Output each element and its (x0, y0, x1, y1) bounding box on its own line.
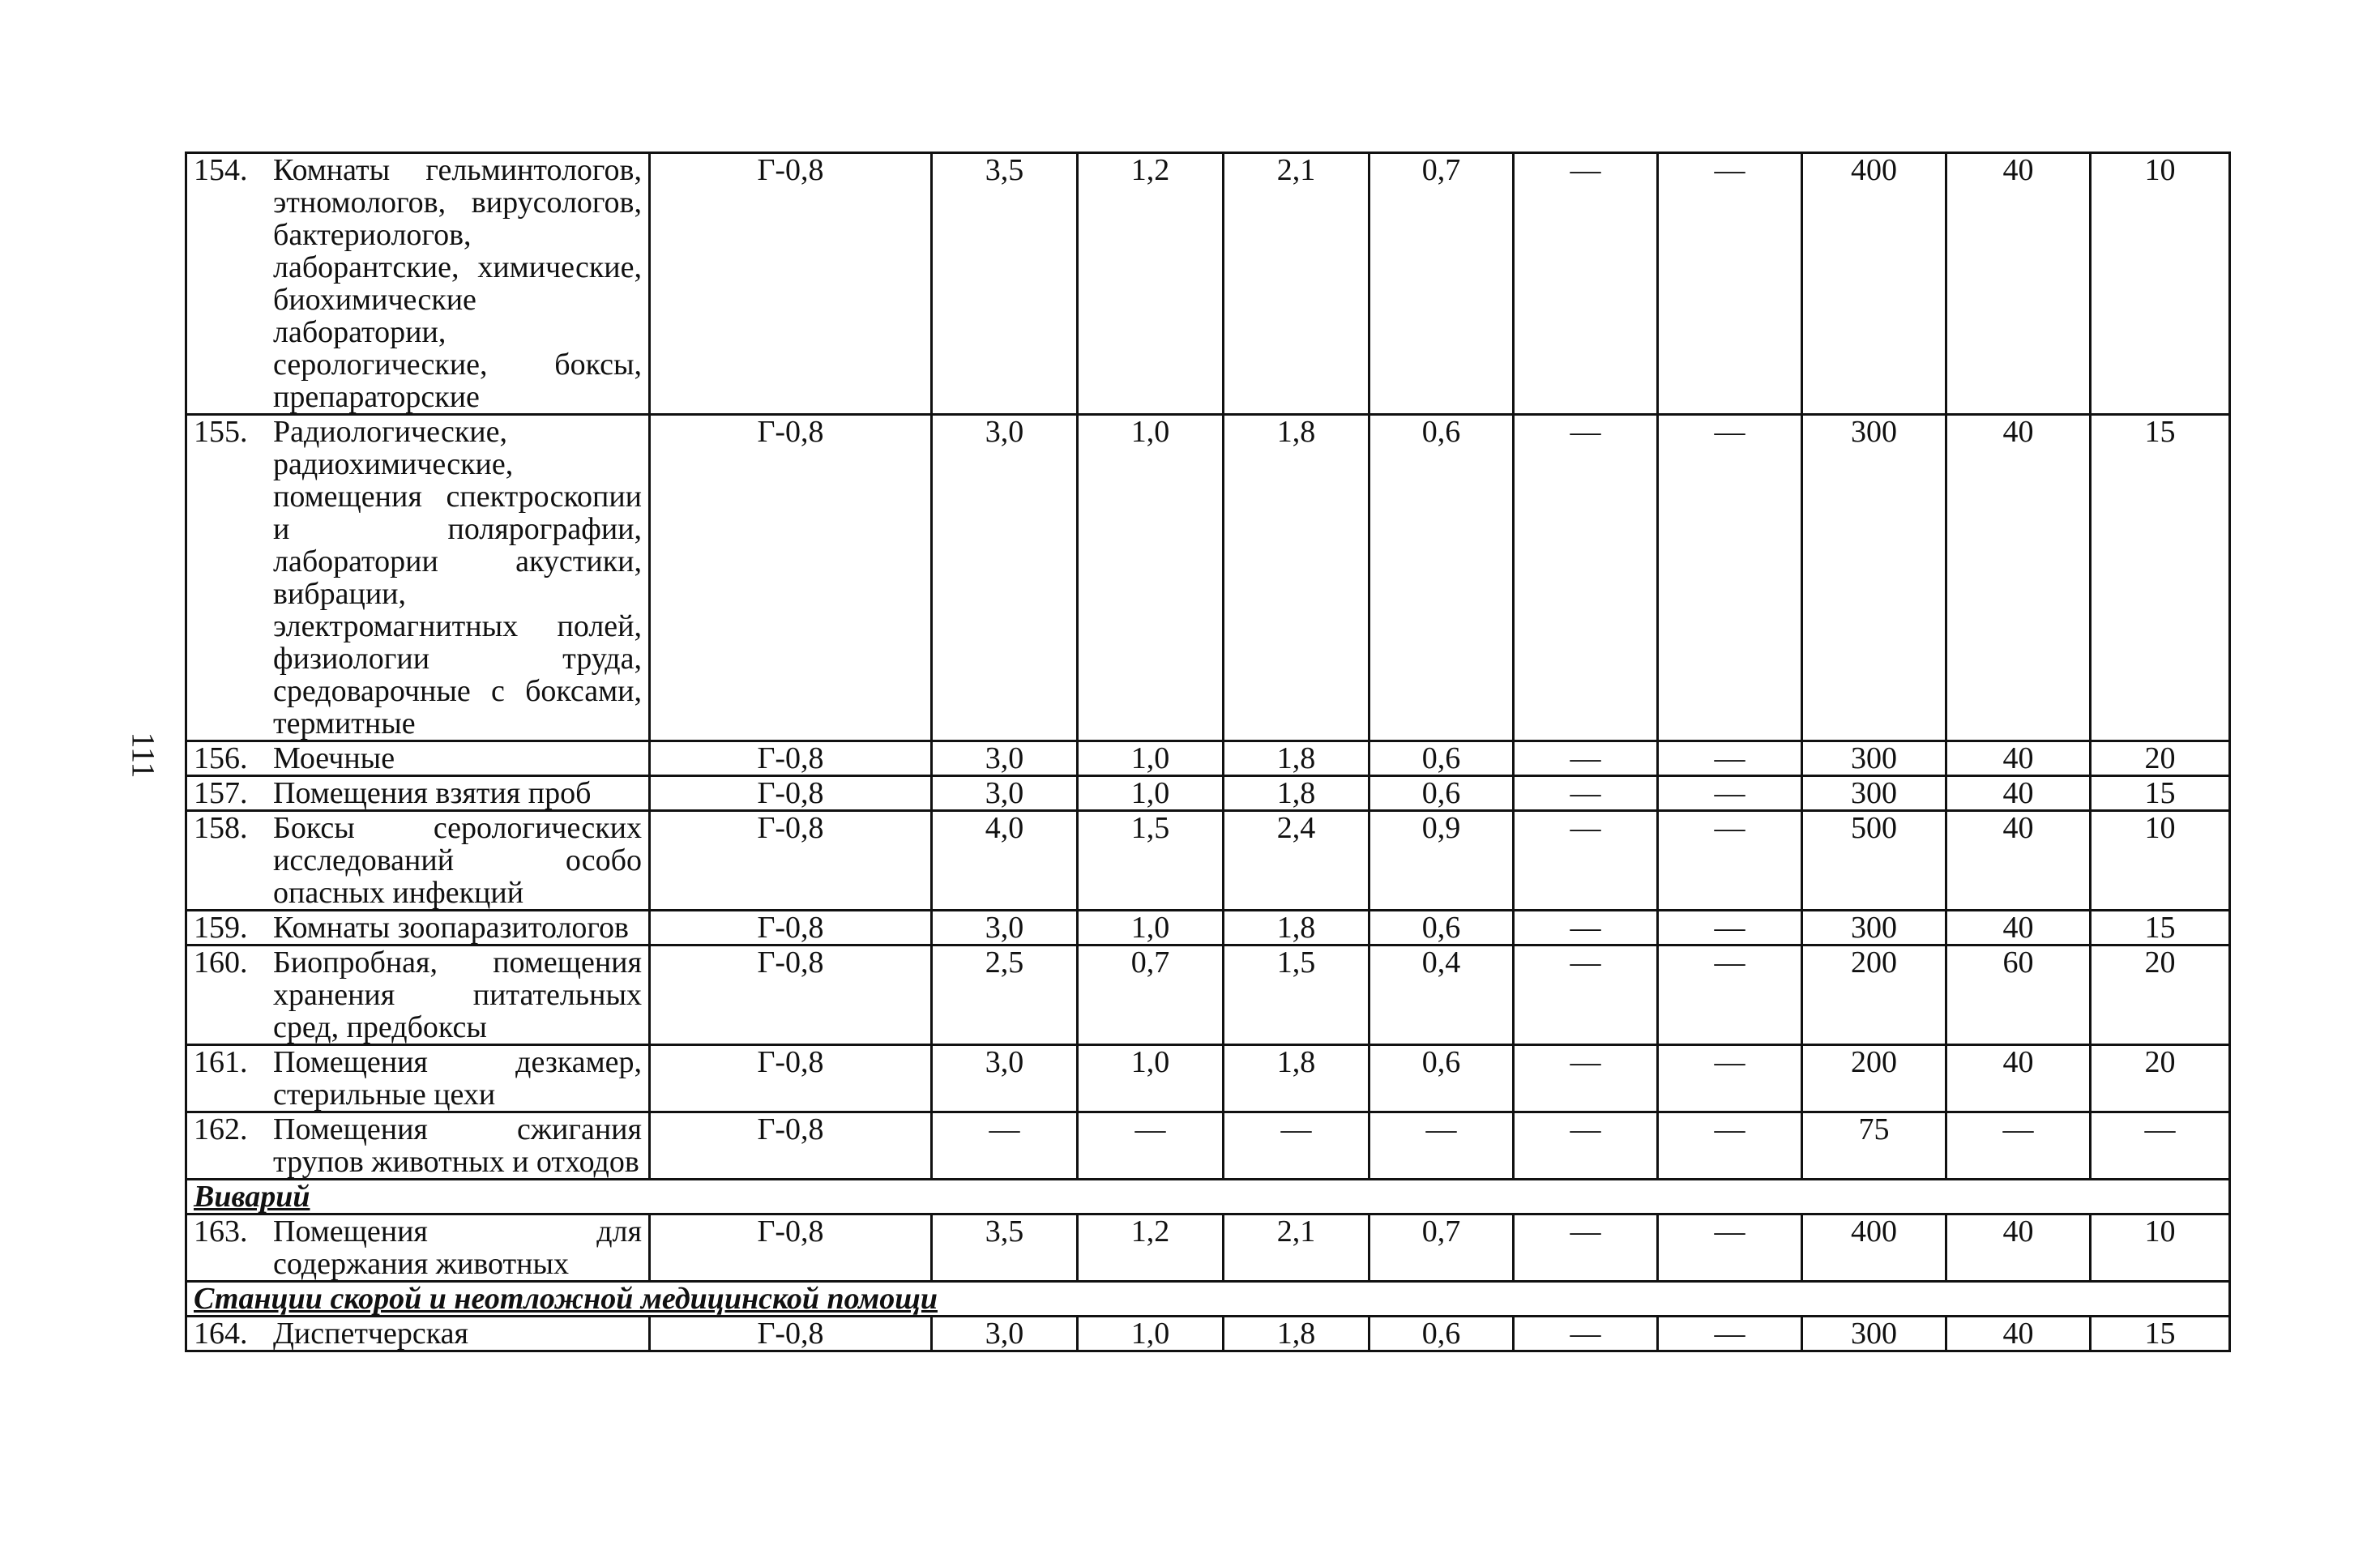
value-cell: 1,0 (1078, 741, 1224, 776)
value-cell: Г-0,8 (650, 1214, 932, 1282)
row-number: 156. (194, 741, 248, 775)
room-name: Комнаты гельминтологов, этномологов, вирусологов, бактериологов, лаборантские, химические, биохимические лаборатории, серологические, боксы, препараторские (273, 153, 642, 414)
table-row (186, 741, 2230, 776)
value-cell: 2,5 (932, 946, 1078, 1045)
value-cell: 3,0 (932, 1045, 1078, 1112)
value-cell: 3,5 (932, 1214, 1078, 1282)
room-cell (186, 1112, 650, 1180)
value-cell: 1,8 (1224, 1317, 1369, 1351)
value-cell: 200 (1802, 946, 1946, 1045)
value-cell: — (1514, 1045, 1658, 1112)
section-row (186, 1180, 2230, 1214)
value-cell: Г-0,8 (650, 1317, 932, 1351)
row-number: 160. (194, 946, 248, 980)
value-cell: 40 (1946, 776, 2091, 811)
value-cell: — (1514, 415, 1658, 741)
value-cell: 0,6 (1369, 776, 1514, 811)
value-cell: 300 (1802, 741, 1946, 776)
value-cell: 75 (1802, 1112, 1946, 1180)
room-cell (186, 911, 650, 946)
value-cell: 400 (1802, 1214, 1946, 1282)
value-cell: 0,6 (1369, 911, 1514, 946)
room-cell (186, 1317, 650, 1351)
room-cell (186, 776, 650, 811)
value-cell: Г-0,8 (650, 153, 932, 415)
value-cell: — (1658, 1112, 1802, 1180)
value-cell: 1,5 (1224, 946, 1369, 1045)
value-cell: 40 (1946, 415, 2091, 741)
row-number: 159. (194, 911, 248, 945)
value-cell: 40 (1946, 153, 2091, 415)
value-cell: 20 (2091, 741, 2230, 776)
value-cell: 20 (2091, 946, 2230, 1045)
value-cell: 0,7 (1369, 153, 1514, 415)
lighting-norms-table (185, 152, 2231, 1352)
value-cell: — (1514, 811, 1658, 911)
row-number: 161. (194, 1045, 248, 1079)
row-number: 154. (194, 153, 248, 187)
value-cell: 15 (2091, 776, 2230, 811)
page-number: 111 (125, 732, 162, 779)
value-cell: 300 (1802, 1317, 1946, 1351)
value-cell: Г-0,8 (650, 415, 932, 741)
table-row (186, 415, 2230, 741)
value-cell: 300 (1802, 776, 1946, 811)
value-cell: — (1658, 811, 1802, 911)
value-cell: 4,0 (932, 811, 1078, 911)
value-cell: 200 (1802, 1045, 1946, 1112)
value-cell: 1,0 (1078, 776, 1224, 811)
room-name: Боксы серологических исследований особо опасных инфекций (273, 811, 642, 910)
value-cell: 300 (1802, 911, 1946, 946)
value-cell: 3,5 (932, 153, 1078, 415)
value-cell: 10 (2091, 153, 2230, 415)
room-cell (186, 1214, 650, 1282)
value-cell: — (1658, 1317, 1802, 1351)
value-cell: 3,0 (932, 911, 1078, 946)
row-number: 162. (194, 1112, 248, 1146)
value-cell: Г-0,8 (650, 1045, 932, 1112)
value-cell: Г-0,8 (650, 776, 932, 811)
value-cell: — (1514, 1214, 1658, 1282)
room-name: Моечные (273, 741, 395, 775)
room-name: Помещения сжигания трупов животных и отходов (273, 1112, 642, 1179)
value-cell: 1,0 (1078, 1317, 1224, 1351)
row-number: 163. (194, 1214, 248, 1249)
value-cell: Г-0,8 (650, 1112, 932, 1180)
value-cell: 2,1 (1224, 1214, 1369, 1282)
room-name: Помещения дезкамер, стерильные цехи (273, 1045, 642, 1112)
value-cell: 15 (2091, 415, 2230, 741)
row-number: 157. (194, 776, 248, 810)
value-cell: 0,7 (1369, 1214, 1514, 1282)
row-number: 155. (194, 415, 248, 449)
value-cell: 1,8 (1224, 911, 1369, 946)
value-cell: — (1369, 1112, 1514, 1180)
room-cell (186, 811, 650, 911)
value-cell: 15 (2091, 911, 2230, 946)
section-title: Виварий (186, 1180, 2230, 1214)
value-cell: 1,2 (1078, 1214, 1224, 1282)
value-cell: 0,6 (1369, 1317, 1514, 1351)
value-cell: — (932, 1112, 1078, 1180)
value-cell: — (1658, 1045, 1802, 1112)
value-cell: 0,4 (1369, 946, 1514, 1045)
value-cell: 1,8 (1224, 1045, 1369, 1112)
value-cell: Г-0,8 (650, 811, 932, 911)
table-row (186, 946, 2230, 1045)
value-cell: — (1658, 946, 1802, 1045)
value-cell: 0,9 (1369, 811, 1514, 911)
value-cell: — (1514, 911, 1658, 946)
value-cell: 500 (1802, 811, 1946, 911)
room-cell (186, 415, 650, 741)
table-row (186, 153, 2230, 415)
value-cell: 20 (2091, 1045, 2230, 1112)
value-cell: 3,0 (932, 776, 1078, 811)
value-cell: 40 (1946, 1317, 2091, 1351)
value-cell: 0,6 (1369, 1045, 1514, 1112)
value-cell: 10 (2091, 1214, 2230, 1282)
value-cell: 1,2 (1078, 153, 1224, 415)
room-cell (186, 153, 650, 415)
value-cell: 2,1 (1224, 153, 1369, 415)
value-cell: — (1514, 153, 1658, 415)
value-cell: 3,0 (932, 1317, 1078, 1351)
value-cell: 3,0 (932, 741, 1078, 776)
value-cell: 2,4 (1224, 811, 1369, 911)
value-cell: 1,0 (1078, 415, 1224, 741)
table-row (186, 1045, 2230, 1112)
value-cell: — (1658, 415, 1802, 741)
value-cell: 1,8 (1224, 415, 1369, 741)
value-cell: — (1658, 741, 1802, 776)
room-cell (186, 741, 650, 776)
value-cell: 1,0 (1078, 911, 1224, 946)
value-cell: Г-0,8 (650, 741, 932, 776)
value-cell: 1,8 (1224, 776, 1369, 811)
value-cell: 40 (1946, 911, 2091, 946)
value-cell: Г-0,8 (650, 946, 932, 1045)
table-row (186, 911, 2230, 946)
value-cell: 3,0 (932, 415, 1078, 741)
section-row (186, 1282, 2230, 1317)
row-number: 158. (194, 811, 248, 845)
value-cell: 300 (1802, 415, 1946, 741)
value-cell: — (1946, 1112, 2091, 1180)
room-cell (186, 946, 650, 1045)
value-cell: — (1224, 1112, 1369, 1180)
value-cell: 40 (1946, 1045, 2091, 1112)
value-cell: — (1514, 741, 1658, 776)
value-cell: — (1078, 1112, 1224, 1180)
room-name: Помещения взятия проб (273, 776, 592, 810)
value-cell: — (1514, 1317, 1658, 1351)
value-cell: — (1514, 946, 1658, 1045)
room-name: Помещения для содержания животных (273, 1214, 642, 1281)
value-cell: 1,5 (1078, 811, 1224, 911)
value-cell: Г-0,8 (650, 911, 932, 946)
section-title: Станции скорой и неотложной медицинской помощи (186, 1282, 2230, 1317)
value-cell: 1,0 (1078, 1045, 1224, 1112)
value-cell: — (1514, 1112, 1658, 1180)
value-cell: 40 (1946, 1214, 2091, 1282)
value-cell: 60 (1946, 946, 2091, 1045)
value-cell: 1,8 (1224, 741, 1369, 776)
value-cell: — (1514, 776, 1658, 811)
value-cell: — (1658, 153, 1802, 415)
room-name: Биопробная, помещения хранения питательных сред, предбоксы (273, 946, 642, 1044)
room-cell (186, 1045, 650, 1112)
value-cell: 40 (1946, 741, 2091, 776)
value-cell: 400 (1802, 153, 1946, 415)
room-name: Комнаты зоопаразитологов (273, 911, 629, 945)
value-cell: 15 (2091, 1317, 2230, 1351)
row-number: 164. (194, 1317, 248, 1351)
room-name: Диспетчерская (273, 1317, 469, 1351)
value-cell: — (1658, 911, 1802, 946)
value-cell: 10 (2091, 811, 2230, 911)
table-row (186, 811, 2230, 911)
value-cell: 0,6 (1369, 415, 1514, 741)
table-row (186, 1112, 2230, 1180)
value-cell: 0,6 (1369, 741, 1514, 776)
value-cell: — (1658, 1214, 1802, 1282)
value-cell: 40 (1946, 811, 2091, 911)
value-cell: 0,7 (1078, 946, 1224, 1045)
value-cell: — (1658, 776, 1802, 811)
value-cell: — (2091, 1112, 2230, 1180)
table-row (186, 776, 2230, 811)
table-row (186, 1214, 2230, 1282)
table-row (186, 1317, 2230, 1351)
room-name: Радиологические, радиохимические, помещения спектроскопии и полярографии, лаборатории акустики, вибрации, электромагнитных полей, физиологии труда, средоварочные с боксами, термитные (273, 415, 642, 741)
